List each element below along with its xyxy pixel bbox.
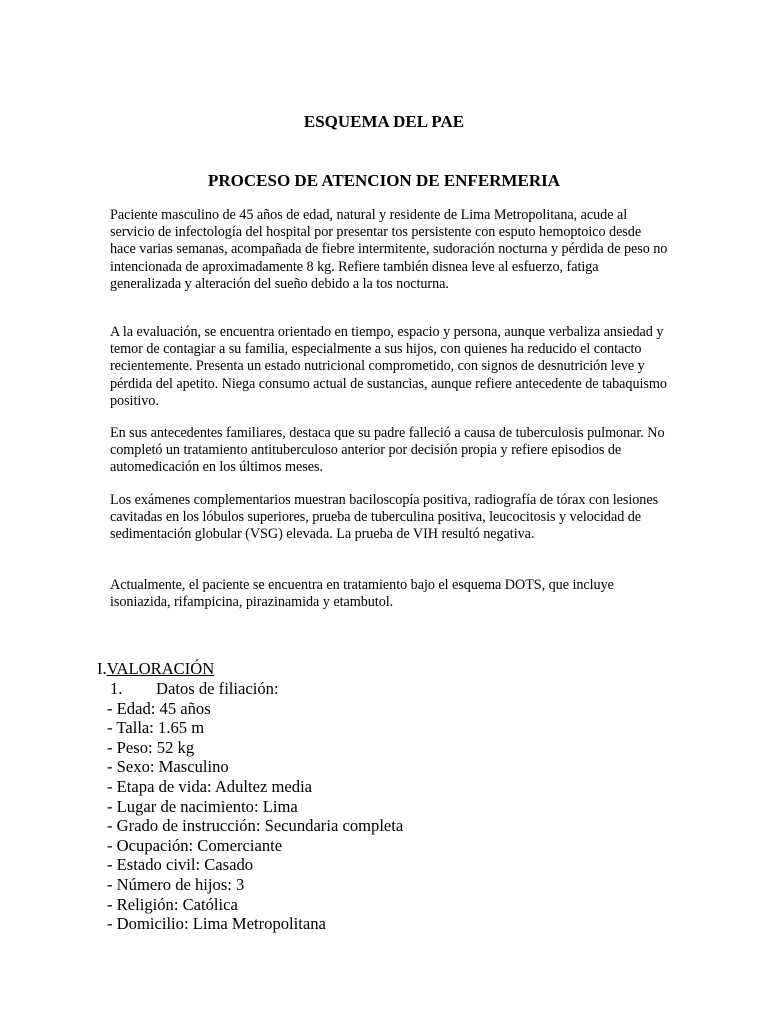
subsection-label: Datos de filiación: bbox=[156, 679, 279, 698]
field-sexo: - Sexo: Masculino bbox=[107, 757, 229, 777]
field-edad: - Edad: 45 años bbox=[107, 698, 211, 718]
valoracion-section bbox=[97, 659, 697, 934]
case-paragraph-4: Los exámenes complementarios muestran baciloscopía positiva, radiografía de tórax con lesiones cavitadas en los lóbulos superiores, prueba de tuberculina positiva, leucocitosis y velocidad de sedimentación globular (VSG) elevada. La prueba de VIH resultó negativa. bbox=[110, 492, 659, 543]
field-lugar-de-nacimiento: - Lugar de nacimiento: Lima bbox=[107, 796, 298, 816]
case-paragraph-2: A la evaluación, se encuentra orientado en tiempo, espacio y persona, aunque verbaliza ansiedad y temor de contagiar a su familia, especialmente a sus hijos, con quienes ha reducido el contacto recientemente. Presenta un estado nutricional comprometido, con signos de desnutrición leve y pérdida del apetito. Niega consumo actual de sustancias, aunque refiere antecedente de tabaquismo positivo. bbox=[110, 324, 667, 409]
field-numero-de-hijos: - Número de hijos: 3 bbox=[107, 874, 245, 894]
case-paragraph-1: Paciente masculino de 45 años de edad, natural y residente de Lima Metropolitana, acude al servicio de infectología del hospital por presentar tos persistente con esputo hemoptoico desde hace varias semanas, acompañada de fiebre intermitente, sudoración nocturna y pérdida de peso no intencionada de aproximadamente 8 kg. Refiere también disnea leve al esfuerzo, fatiga generalizada y alteración del sueño debido a la tos nocturna. bbox=[110, 207, 668, 292]
field-etapa-de-vida: - Etapa de vida: Adultez media bbox=[107, 776, 313, 796]
case-paragraph-3: En sus antecedentes familiares, destaca que su padre falleció a causa de tuberculosis pulmonar. No completó un tratamiento antituberculoso anterior por decisión propia y refiere episodios de automedicación en los últimos meses. bbox=[110, 425, 665, 476]
field-talla: - Talla: 1.65 m bbox=[107, 718, 205, 738]
field-domicilio: - Domicilio: Lima Metropolitana bbox=[107, 914, 326, 934]
field-peso: - Peso: 52 kg bbox=[107, 737, 195, 757]
section-label: VALORACIÓN bbox=[106, 659, 215, 678]
filiation-fields-list bbox=[97, 699, 697, 934]
field-estado-civil: - Estado civil: Casado bbox=[107, 855, 254, 875]
section-number: I. bbox=[97, 659, 107, 678]
subsection-number: 1. bbox=[110, 679, 123, 698]
section-heading bbox=[97, 659, 697, 679]
document-subtitle: PROCESO DE ATENCION DE ENFERMERIA bbox=[207, 171, 560, 190]
subsection-heading bbox=[97, 679, 697, 699]
field-ocupacion: - Ocupación: Comerciante bbox=[107, 835, 283, 855]
document-title: ESQUEMA DEL PAE bbox=[303, 112, 465, 131]
field-grado-de-instruccion: - Grado de instrucción: Secundaria completa bbox=[107, 816, 404, 836]
field-religion: - Religión: Católica bbox=[107, 894, 238, 914]
case-paragraph-5: Actualmente, el paciente se encuentra en tratamiento bajo el esquema DOTS, que incluye isoniazida, rifampicina, pirazinamida y etambutol. bbox=[110, 577, 614, 611]
